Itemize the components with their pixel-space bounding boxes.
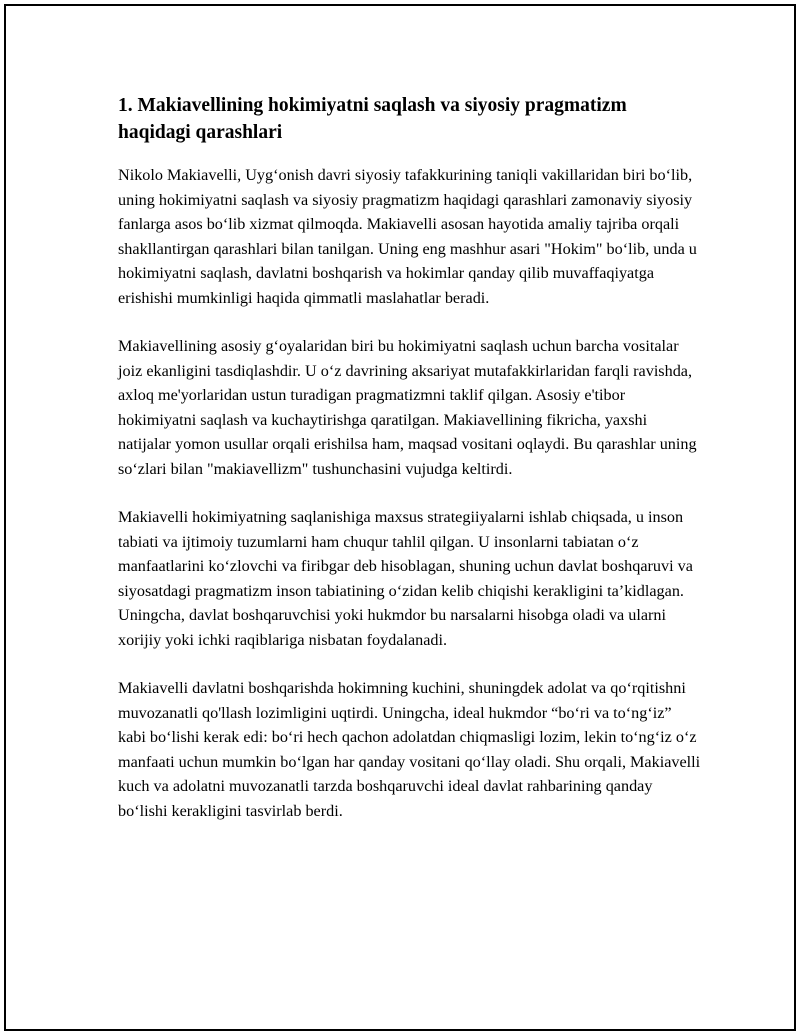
section-heading: 1. Makiavellining hokimiyatni saqlash va siyosiy pragmatizm haqidagi qarashlari: [118, 95, 627, 143]
paragraph-2: Makiavellining asosiy g‘oyalaridan biri bu hokimiyatni saqlash uchun barcha vositalar joiz ekanligini tasdiqlashdir. U o‘z davrining aksariyat mutafakkirlaridan farqli ravishda, axloq me'yorlaridan ustun turadigan pragmatizmni taklif qilgan. Asosiy e'tibor hokimiyatni saqlash va kuchaytirishga qaratilgan. Makiavellining fikricha, yaxshi natijalar yomon usullar orqali erishilsa ham, maqsad vositani oqlaydi. Bu qarashlar uning so‘zlari bilan "makiavellizm" tushunchasini vujudga keltirdi.: [118, 337, 697, 478]
paragraph-4: Makiavelli davlatni boshqarishda hokimning kuchini, shuningdek adolat va qo‘rqitishni muvozanatli qo'llash lozimligini uqtirdi. Uningcha, ideal hukmdor “bo‘ri va to‘ng‘iz” kabi bo‘lishi kerak edi: bo‘ri hech qachon adolatdan chiqmasligi lozim, lekin to‘ng‘iz o‘z manfaati uchun mumkin bo‘lgan har qanday vositani qo‘llay oladi. Shu orqali, Makiavelli kuch va adolatni muvozanatli tarzda boshqaruvchi ideal davlat rahbarining qanday bo‘lishi kerakligini tasvirlab berdi.: [118, 679, 701, 820]
document-body: [118, 92, 703, 847]
paragraph-3: Makiavelli hokimiyatning saqlanishiga maxsus strategiiyalarni ishlab chiqsada, u inson tabiati va ijtimoiy tuzumlarni ham chuqur tahlil qilgan. U insonlarni tabiatan o‘z manfaatlarini ko‘zlovchi va firibgar deb hisoblagan, shuning uchun davlat boshqaruvi va siyosatdagi pragmatizm inson tabiatining o‘zidan kelib chiqishi kerakligini ta’kidlagan. Uningcha, davlat boshqaruvchisi yoki hukmdor bu narsalarni hisobga oladi va ularni xorijiy yoki ichki raqiblariga nisbatan foydalanadi.: [118, 508, 693, 649]
paragraph-1: Nikolo Makiavelli, Uyg‘onish davri siyosiy tafakkurining taniqli vakillaridan biri bo‘lib, uning hokimiyatni saqlash va siyosiy pragmatizm haqidagi qarashlari zamonaviy siyosiy fanlarga asos bo‘lib xizmat qilmoqda. Makiavelli asosan hayotida amaliy tajriba orqali shakllantirgan qarashlari bilan tanilgan. Uning eng mashhur asari "Hokim" bo‘lib, unda u hokimiyatni saqlash, davlatni boshqarish va hokimlar qanday qilib muvaffaqiyatga erishishi mumkinligi haqida qimmatli maslahatlar beradi.: [118, 166, 697, 307]
